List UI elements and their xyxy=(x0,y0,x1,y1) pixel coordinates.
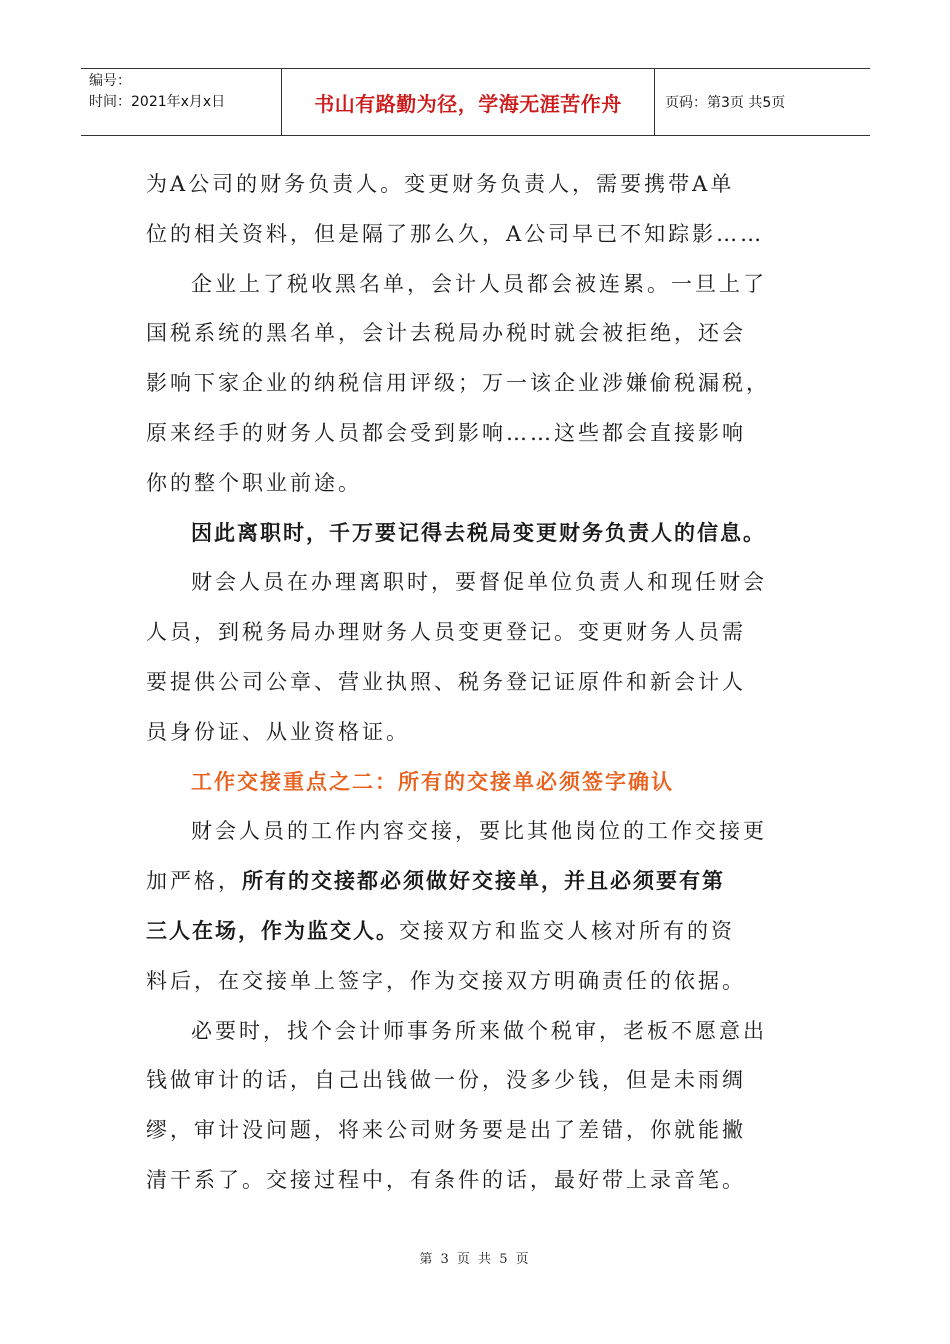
paragraph-text: 加严格， xyxy=(146,869,242,894)
paragraph-line: 原来经手的财务人员都会受到影响……这些都会直接影响 xyxy=(146,420,746,445)
page-footer: 第 3 页 共 5 页 xyxy=(419,1252,531,1267)
paragraph-line: 料后，在交接单上签字，作为交接双方明确责任的依据。 xyxy=(146,968,746,993)
paragraph-line: 员身份证、从业资格证。 xyxy=(146,719,410,744)
paragraph-text: 交接双方和监交人核对所有的资 xyxy=(399,918,735,943)
paragraph-line: 钱做审计的话，自己出钱做一份，没多少钱，但是未雨绸 xyxy=(146,1068,746,1093)
paragraph-line: 国税系统的黑名单，会计去税局办税时就会被拒绝，还会 xyxy=(146,321,746,346)
paragraph-line: 缪，审计没问题，将来公司财务要是出了差错，你就能撇 xyxy=(146,1118,746,1143)
paragraph-line-mixed xyxy=(146,857,816,907)
page-header xyxy=(81,68,870,136)
paragraph-line: 企业上了税收黑名单，会计人员都会被连累。一旦上了 xyxy=(191,271,767,296)
document-date-label: 时间：2021年x月x日 xyxy=(89,94,226,110)
section-heading: 工作交接重点之二：所有的交接单必须签字确认 xyxy=(191,769,674,794)
paragraph-line-mixed xyxy=(146,907,816,957)
header-meta xyxy=(81,69,282,135)
paragraph-line: 财会人员在办理离职时，要督促单位负责人和现任财会 xyxy=(191,570,767,595)
paragraph-line: 人员，到税务局办理财务人员变更登记。变更财务人员需 xyxy=(146,620,746,645)
paragraph-line: 影响下家企业的纳税信用评级；万一该企业涉嫌偷税漏税， xyxy=(146,371,770,396)
paragraph-line: 清干系了。交接过程中，有条件的话，最好带上录音笔。 xyxy=(146,1167,746,1192)
paragraph-line: 必要时，找个会计师事务所来做个税审，老板不愿意出 xyxy=(191,1018,767,1043)
emphasis-text: 三人在场，作为监交人。 xyxy=(146,918,399,943)
paragraph-line: 要提供公司公章、营业执照、税务登记证原件和新会计人 xyxy=(146,669,746,694)
document-body xyxy=(146,160,816,1206)
header-page-number: 页码：第3页 共5页 xyxy=(665,95,786,111)
document-number-label: 编号： xyxy=(89,73,131,89)
emphasis-line: 因此离职时，千万要记得去税局变更财务负责人的信息。 xyxy=(191,520,766,545)
paragraph-line: 为A公司的财务负责人。变更财务负责人，需要携带A单 xyxy=(146,172,735,196)
paragraph-line: 位的相关资料，但是隔了那么久，A公司早已不知踪影…… xyxy=(146,221,765,246)
header-motto: 书山有路勤为径，学海无涯苦作舟 xyxy=(282,69,655,135)
paragraph-line: 你的整个职业前途。 xyxy=(146,470,362,495)
emphasis-text: 所有的交接都必须做好交接单，并且必须要有第 xyxy=(242,869,725,894)
paragraph-line: 财会人员的工作内容交接，要比其他岗位的工作交接更 xyxy=(191,819,767,844)
